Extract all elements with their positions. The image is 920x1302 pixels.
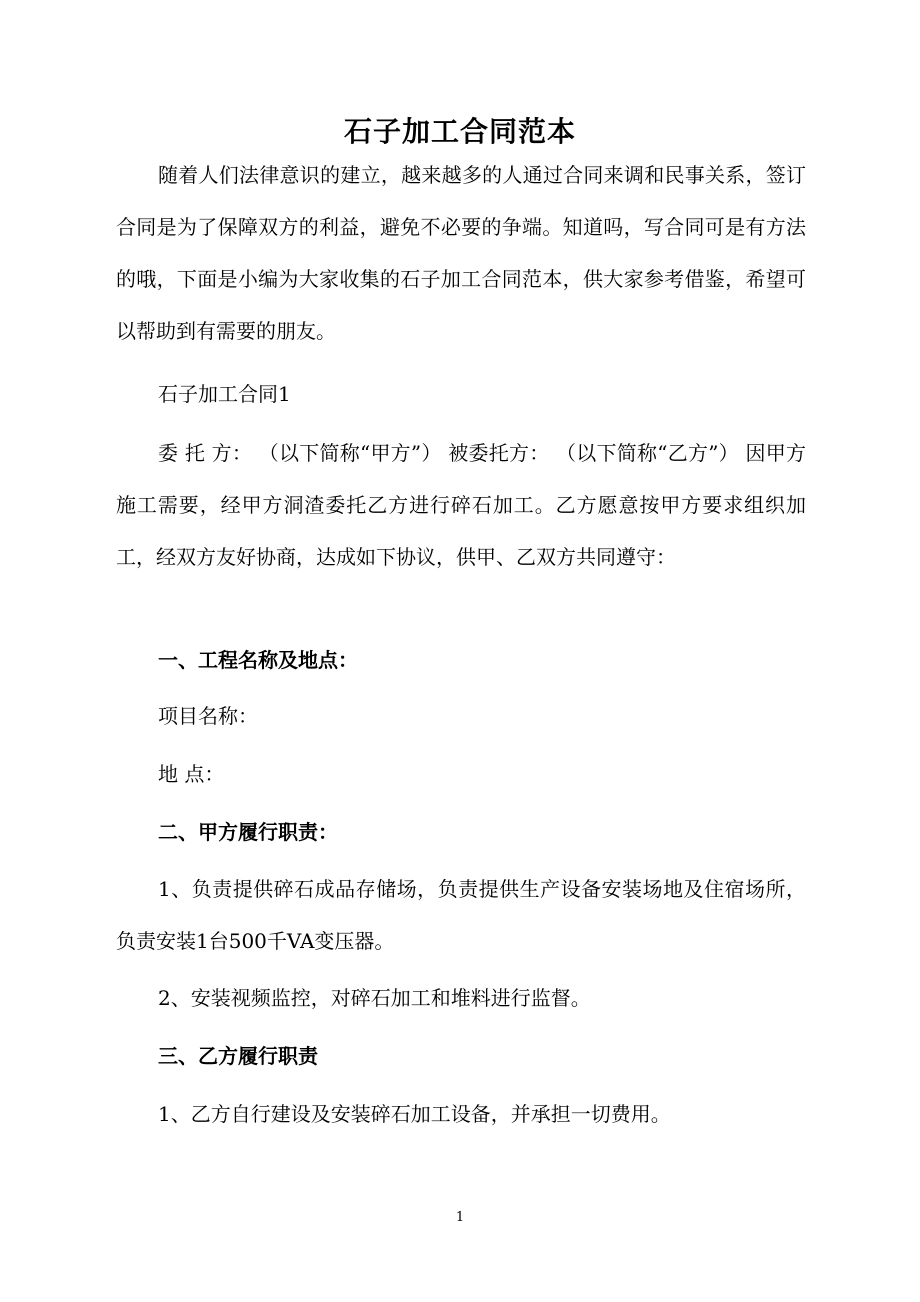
document-title: 石子加工合同范本 <box>343 115 576 148</box>
page-number: 1 <box>455 1210 465 1225</box>
location-field: 地 点： <box>158 762 225 786</box>
party-a-duty-1: 1、负责提供碎石成品存储场，负责提供生产设备安装场地及住宿场所，负责安装1台500千VA变压器。 <box>116 877 806 953</box>
party-a-duty-2: 2、安装视频监控，对碎石加工和堆料进行监督。 <box>158 986 591 1010</box>
section-heading-party-a: 二、甲方履行职责： <box>158 820 338 844</box>
project-name-field: 项目名称： <box>158 704 258 728</box>
parties-paragraph: 委 托 方： （以下简称“甲方”） 被委托方： （以下简称“乙方”） 因甲方施工需要，经甲方洞渣委托乙方进行碎石加工。乙方愿意按甲方要求组织加工，经双方友好协商，达成如下协议，供甲、乙双方共同遵守： <box>116 441 806 569</box>
intro-paragraph: 随着人们法律意识的建立，越来越多的人通过合同来调和民事关系，签订合同是为了保障双方的利益，避免不必要的争端。知道吗，写合同可是有方法的哦，下面是小编为大家收集的石子加工合同范本，供大家参考借鉴，希望可以帮助到有需要的朋友。 <box>116 163 806 343</box>
section-heading-project: 一、工程名称及地点： <box>158 648 358 672</box>
party-b-duty-1: 1、乙方自行建设及安装碎石加工设备，并承担一切费用。 <box>158 1102 671 1126</box>
section-heading-party-b: 三、乙方履行职责 <box>158 1044 318 1068</box>
contract-heading: 石子加工合同1 <box>158 382 291 406</box>
